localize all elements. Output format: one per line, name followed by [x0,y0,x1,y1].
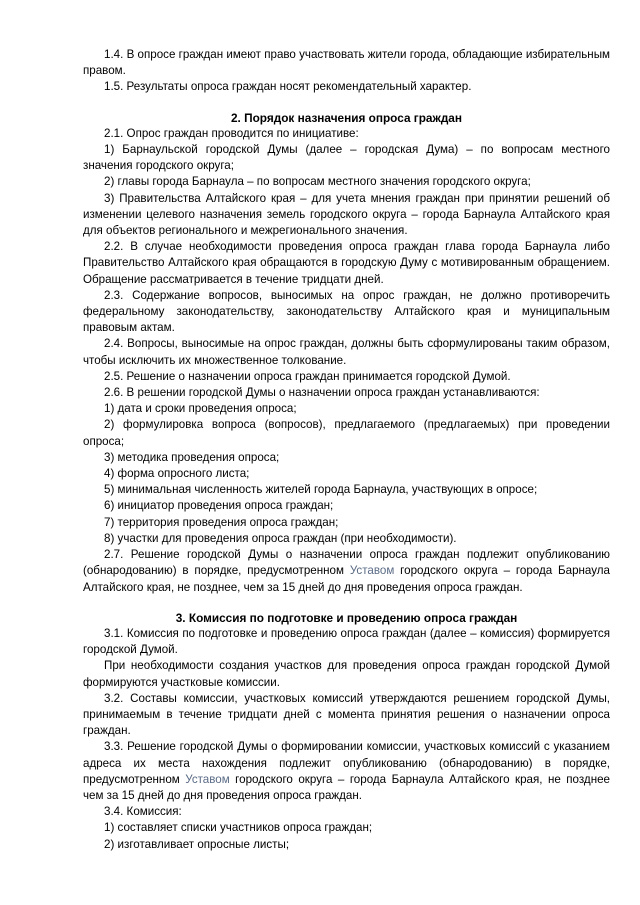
paragraph: 2) главы города Барнаула – по вопросам местного значения городского округа; [104,175,531,189]
paragraph: 2.4. Вопросы, выносимые на опрос граждан, должны быть сформулированы таким образом, чтобы исключить их множественное толкование. [83,337,610,367]
paragraph: 3) методика проведения опроса; [104,450,280,464]
paragraph: 8) участки для проведения опроса граждан (при необходимости). [104,531,457,545]
paragraph: 6) инициатор проведения опроса граждан; [104,499,334,513]
paragraph: При необходимости создания участков для проведения опроса граждан городской Думой формируются участковые комиссии. [83,659,610,689]
paragraph-text: городского округа – города Барнаула Алтайского края, не позднее, чем за 15 дней до дня проведения опроса граждан. [83,564,611,594]
paragraph [83,547,610,596]
paragraph: 4) форма опросного листа; [104,467,250,481]
paragraph: 2.2. В случае необходимости проведения опроса граждан глава города Барнаула либо Правительство Алтайского края обращаются в городскую Думу с мотивированным обращением. Обращение рассматривается в течение тридцати дней. [83,240,610,286]
charter-link[interactable]: Уставом [349,564,395,578]
paragraph-text: 2.7. Решение городской Думы о назначении опроса граждан подлежит опубликованию (обнародованию) в порядке, предусмотренном [83,548,610,578]
charter-link[interactable]: Уставом [185,772,230,786]
paragraph: 2.3. Содержание вопросов, выносимых на опрос граждан, не должно противоречить федеральному законодательству, законодательству Алтайского края и муниципальным правовым актам. [83,288,610,335]
paragraph: 2) формулировка вопроса (вопросов), предлагаемого (предлагаемых) при проведении опроса; [83,418,610,448]
paragraph [83,739,610,804]
paragraph: 1) составляет списки участников опроса граждан; [104,821,373,835]
paragraph: 1) дата и сроки проведения опроса; [104,402,297,416]
section-gap [83,96,610,110]
paragraph: 3.4. Комиссия: [104,805,182,819]
section-heading: 3. Комиссия по подготовке и проведению опроса граждан [175,610,518,625]
paragraph: 1.4. В опросе граждан имеют право участвовать жители города, обладающие избирательным правом. [83,48,610,78]
paragraph-text: городского округа – города Барнаула Алтайского края, не позднее чем за 15 дней до дня проведения опроса граждан. [83,772,610,802]
section-gap [83,596,610,610]
paragraph: 1) Барнаульской городской Думы (далее – городская Дума) – по вопросам местного значения городского округа; [83,143,610,173]
paragraph: 3.1. Комиссия по подготовке и проведению опроса граждан (далее – комиссия) формируется городской Думой. [83,626,610,657]
paragraph: 1.5. Результаты опроса граждан носят рекомендательный характер. [104,80,472,94]
paragraph-text: 3.3. Решение городской Думы о формировании комиссии, участковых комиссий с указанием адреса их места нахождения подлежит опубликованию (обнародованию) в порядке, предусмотренном [83,740,610,786]
paragraph: 2) изготавливает опросные листы; [104,837,290,851]
paragraph: 2.5. Решение о назначении опроса граждан принимается городской Думой. [104,369,511,383]
paragraph: 2.1. Опрос граждан проводится по инициативе: [104,126,359,140]
paragraph: 3) Правительства Алтайского края – для учета мнения граждан при принятии решений об изменении целевого назначения земель городского округа – города Барнаула Алтайского края для объектов регионального и межрегионального значения. [83,191,610,238]
section-heading: 2. Порядок назначения опроса граждан [231,110,462,125]
paragraph: 5) минимальная численность жителей города Барнаула, участвующих в опросе; [104,483,538,497]
paragraph: 3.2. Составы комиссии, участковых комиссий утверждаются решением городской Думы, принимаемым в течение тридцати дней с момента принятия решения о назначении опроса граждан. [83,691,610,738]
paragraph: 7) территория проведения опроса граждан; [104,515,339,529]
paragraph: 2.6. В решении городской Думы о назначении опроса граждан устанавливаются: [104,386,540,400]
